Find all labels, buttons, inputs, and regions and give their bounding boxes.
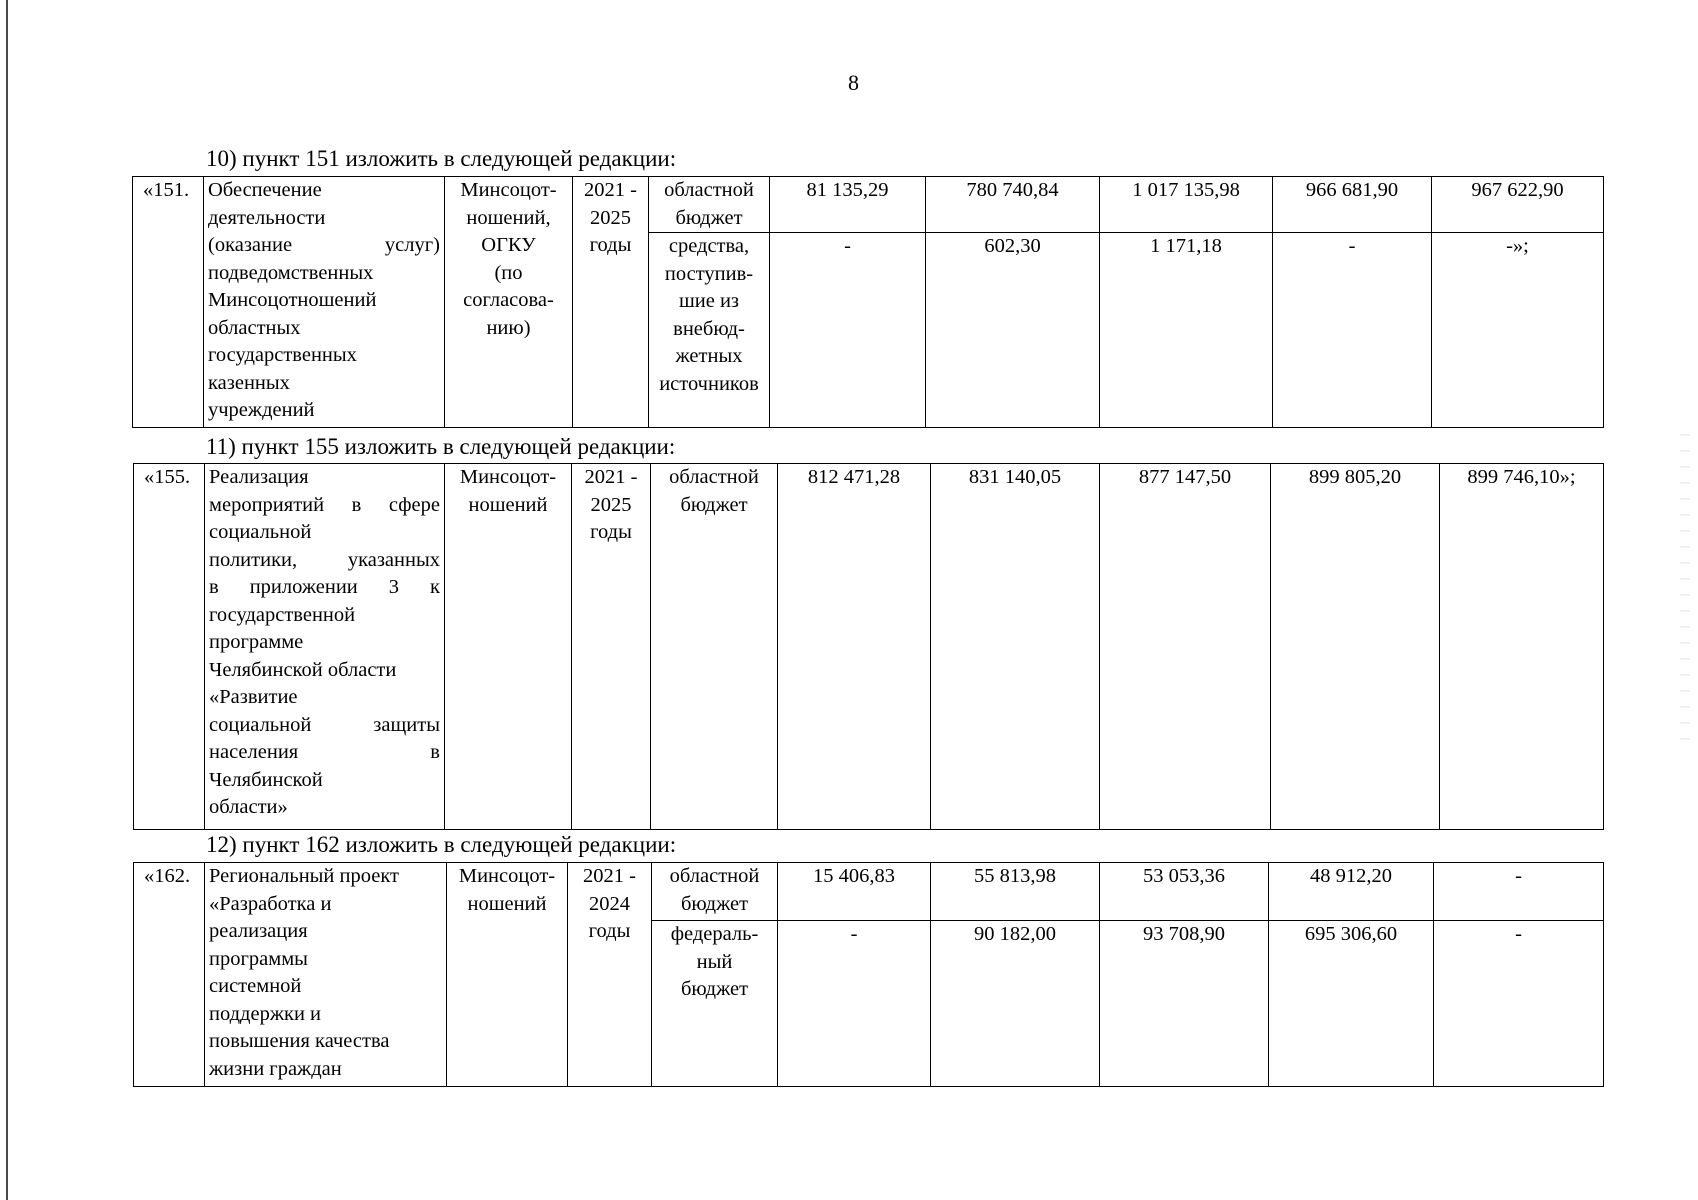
value-cell: 81 135,29 <box>770 177 926 233</box>
scan-artifact <box>1680 420 1690 740</box>
value-cell: 48 912,20 <box>1269 863 1434 921</box>
value-cell: 1 171,18 <box>1100 233 1273 428</box>
value-cell: 877 147,50 <box>1100 464 1271 830</box>
funding-source: областной бюджет <box>649 177 770 233</box>
value-cell: 55 813,98 <box>931 863 1100 921</box>
value-cell: 780 740,84 <box>926 177 1100 233</box>
value-cell: - <box>778 921 931 1087</box>
item-name: Региональный проект «Разработка и реализация программы системной поддержки и повышения качества жизни граждан <box>205 863 447 1087</box>
value-cell: 53 053,36 <box>1100 863 1269 921</box>
table-item-155 <box>133 463 1604 830</box>
value-cell: 899 805,20 <box>1271 464 1440 830</box>
table-item-151 <box>132 176 1604 428</box>
value-cell: 15 406,83 <box>778 863 931 921</box>
amendment-intro-162: 12) пункт 162 изложить в следующей редакции: <box>206 832 677 857</box>
value-cell: 1 017 135,98 <box>1100 177 1273 233</box>
table-row <box>134 863 1604 921</box>
item-name: Обеспечение деятельности (оказание услуг) подведомственных Минсоцотношений областных государственных казенных учреждений <box>204 177 445 428</box>
value-cell: - <box>1434 921 1604 1087</box>
table-row <box>134 464 1604 830</box>
value-cell: - <box>770 233 926 428</box>
value-cell: 695 306,60 <box>1269 921 1434 1087</box>
item-period: 2021 - 2025 годы <box>572 464 651 830</box>
value-cell: - <box>1434 863 1604 921</box>
value-cell: - <box>1273 233 1432 428</box>
funding-source: областной бюджет <box>651 464 778 830</box>
item-number: «155. <box>134 464 205 830</box>
item-executor: Минсоцот- ношений <box>447 863 568 1087</box>
funding-source: средства, поступив- шие из внебюд- жетных источников <box>649 233 770 428</box>
page-number: 8 <box>848 70 859 95</box>
funding-source: федераль- ный бюджет <box>652 921 778 1087</box>
funding-source: областной бюджет <box>652 863 778 921</box>
item-name: Реализация мероприятий в сфере социальной политики, указанных в приложении 3 к государственной программе Челябинской области «Развитие социальной защиты населения в Челябинской области» <box>205 464 445 830</box>
value-cell: 967 622,90 <box>1432 177 1604 233</box>
value-cell: 812 471,28 <box>778 464 931 830</box>
value-cell: 966 681,90 <box>1273 177 1432 233</box>
item-executor: Минсоцот- ношений <box>445 464 572 830</box>
item-number: «162. <box>134 863 205 1087</box>
amendment-intro-151: 10) пункт 151 изложить в следующей редакции: <box>206 146 677 171</box>
value-cell: 90 182,00 <box>931 921 1100 1087</box>
value-cell: 899 746,10»; <box>1440 464 1604 830</box>
item-period: 2021 - 2025 годы <box>573 177 649 428</box>
page-edge-line <box>6 0 8 1200</box>
item-period: 2021 - 2024 годы <box>568 863 652 1087</box>
table-item-162 <box>133 862 1604 1087</box>
value-cell: -»; <box>1432 233 1604 428</box>
item-executor: Минсоцот- ношений, ОГКУ (по согласова- нию) <box>445 177 573 428</box>
value-cell: 831 140,05 <box>931 464 1100 830</box>
amendment-intro-155: 11) пункт 155 изложить в следующей редакции: <box>206 434 676 459</box>
table-row <box>133 177 1604 233</box>
item-number: «151. <box>133 177 204 428</box>
value-cell: 93 708,90 <box>1100 921 1269 1087</box>
value-cell: 602,30 <box>926 233 1100 428</box>
